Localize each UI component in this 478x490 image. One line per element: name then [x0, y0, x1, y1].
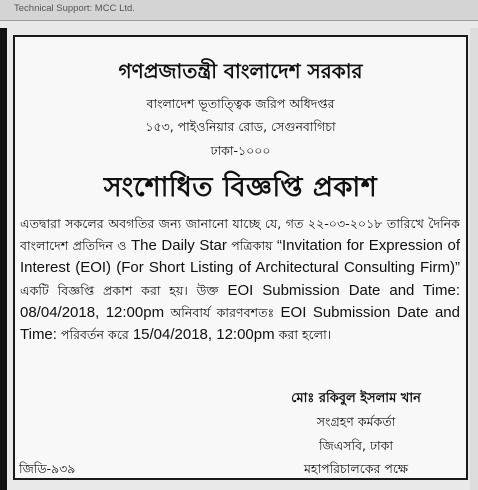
body-text-published: একটি বিজ্ঞপ্তি প্রকাশ করা হয়। উক্ত: [20, 282, 228, 298]
department-name: বাংলাদেশ ভূতাত্ত্বিক জরিপ অধিদপ্তর: [146, 96, 335, 111]
new-submission-date: 15/04/2018, 12:00pm: [132, 326, 275, 344]
eoi-title: “Invitation for Expression of Interest (EOI) (For Short Listing of Architectural Consulting Firm)”: [20, 237, 460, 277]
old-submission-date: EOI Submission Date and Time: 08/04/2018, 12:00pm: [20, 281, 460, 321]
signatory-designation: সংগ্রহণ কর্মকর্তা: [316, 414, 396, 429]
newspaper-name: The Daily Star: [130, 237, 227, 255]
body-text-intro: এতদ্বারা সকলের অবগতির জন্য জানানো যাচ্ছে যে, গত ২২-০৩-২০১৮ তারিখে দৈনিক বাংলাদেশ প্রতিদিন ও: [20, 216, 460, 254]
body-text-closing: করা হলো।: [274, 327, 332, 343]
signatory-on-behalf: মহাপরিচালকের পক্ষে: [303, 461, 408, 476]
technical-support-credit: Technical Support: MCC Ltd.: [14, 3, 135, 14]
submission-label: EOI Submission Date and Time:: [20, 303, 460, 344]
notice-headline: সংশোধিত বিজ্ঞপ্তি প্রকাশ: [103, 172, 378, 203]
top-banner: [0, 0, 478, 21]
left-border-strip: [0, 28, 7, 490]
reference-code: জিডি-৯৩৯: [19, 461, 76, 476]
right-margin-strip: [470, 28, 478, 490]
body-text-changed: পরিবর্তন করে: [56, 327, 133, 343]
city-line: ঢাকা-১০০০: [210, 143, 271, 158]
public-notice: [13, 35, 468, 480]
address-line: ১৫৩, পাইওনিয়ার রোড, সেগুনবাগিচা: [145, 119, 336, 134]
notice-body: [20, 213, 460, 346]
signatory-office: জিএসবি, ঢাকা: [318, 438, 394, 453]
body-text-newspaper: পত্রিকায়: [226, 238, 277, 254]
government-title: গণপ্রজাতন্ত্রী বাংলাদেশ সরকার: [118, 59, 363, 83]
signatory-name: মোঃ রকিবুল ইসলাম খান: [291, 391, 421, 406]
body-text-reason: অনিবার্য কারণবশতঃ: [164, 304, 281, 320]
